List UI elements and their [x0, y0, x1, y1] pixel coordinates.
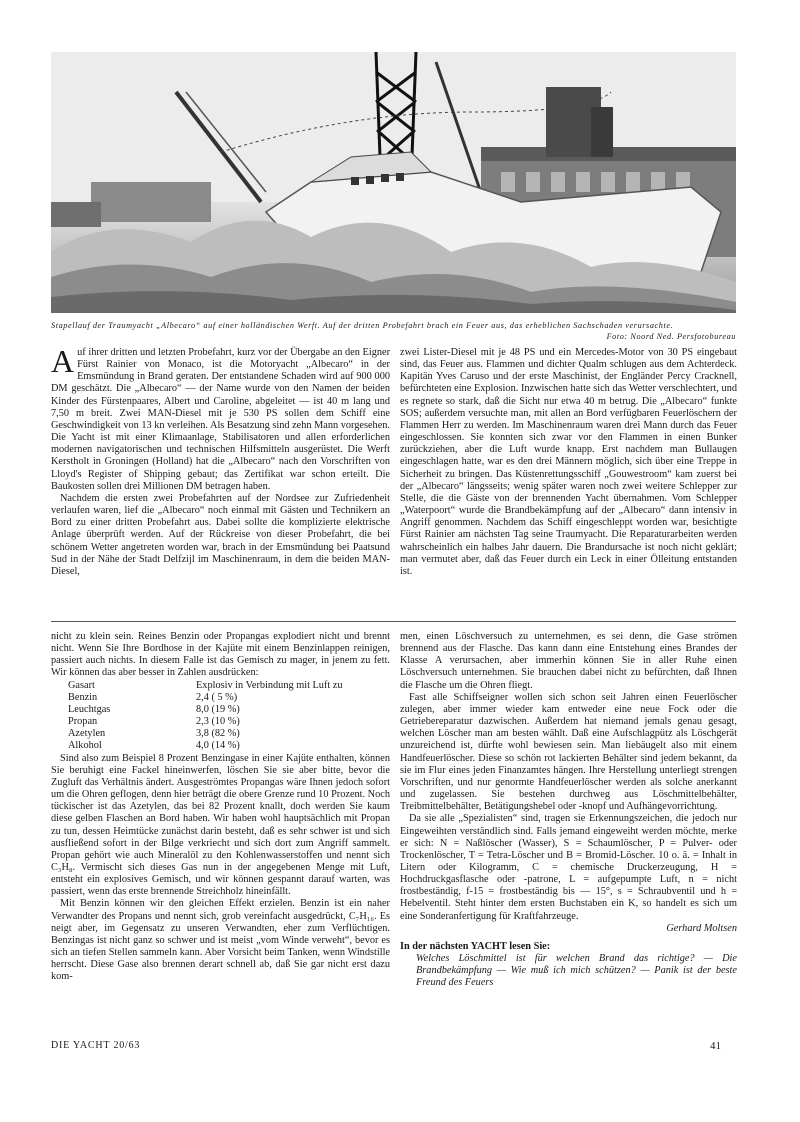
table-cell-gas: Propan [68, 716, 98, 728]
paragraph [51, 343, 390, 493]
next-issue-teaser: Welches Löschmittel ist für welchen Brand das richtige? — Die Brandbekämpfung — Wie muß ich mich schützen? — Panik ist der beste Freund des Feuers [416, 953, 737, 989]
photo-credit: Foto: Noord Ned. Persfotobureau [606, 331, 736, 341]
table-row [59, 692, 343, 704]
table-header-row [59, 680, 343, 692]
article-column-top-left [51, 343, 390, 578]
author-signature: Gerhard Moltsen [666, 922, 737, 934]
yacht-launch-image [51, 52, 736, 313]
table-cell-value: 4,0 (14 %) [196, 740, 240, 752]
section-divider [51, 621, 736, 622]
paragraph: Nachdem die ersten zwei Probefahrten auf der Nordsee zur Zufriedenheit verlaufen waren, lief die „Albecaro“ noch einmal mit Gästen und Technikern an Bord zu einer dritten Probefahrt aus. Dabei sollte die komplizierte elektrische Anlage überprüft werden. Auf der Rückreise von dieser Probefahrt, die bei schönem Wetter angetreten worden war, brach in der Emsmündung bei Paatsund Sud in der Nähe der Stadt Delfzijl im Maschinenraum, in dem die beiden MAN-Diesel, [51, 492, 390, 577]
paragraph: zwei Lister-Diesel mit je 48 PS und ein Mercedes-Motor von 30 PS eingebaut sind, das Feuer aus. Flammen und dichter Qualm schlugen aus dem Achterdeck. Kapitän Yves Caruso und der erste Maschinist, der Engländer Percy Cracknell, befürchteten eine Explosion. Inzwischen hatte sich das Wetter verschlechtert, und es regnete so stark, daß die Sicht nur etwa 40 m betrug. Die „Albecaro“ funkte SOS; außerdem versuchte man, mit allen an Bord verfügbaren Feuerlöschern der Flammen Herr zu werden. Im Maschinenraum waren drei Mann durch das Feuer eingeschlossen. Sie konnten sich zwar vor den Flammen in einen Bunker zurückziehen, aber die Luft wurde knapp. Erst nachdem man Bullaugen eingeschlagen hatte, war es den drei Männern möglich, sich über eine Treppe in Sicherheit zu bringen. Das Küstenrettungsschiff „Gouwestroom“ kam zuerst bei der „Albecaro“ längsseits; wenig später waren noch zwei weitere Schlepper zur Stelle, die die Gäste von der brennenden Yacht übernahmen. Vom Schlepper „Waterpoort“ wurde die Brandbekämpfung auf der „Albecaro“ dann intensiv in Angriff genommen. Nachdem das Schiff eingeschleppt worden war, besichtigte Fürst Rainier am nächsten Tag seine Traumyacht. Die Reparaturarbeiten werden wahrscheinlich ein halbes Jahr dauern. Die Brandursache ist noch nicht geklärt; man vermutet aber, daß das Feuer durch ein Leck in einer Ölleitung entstanden ist. [400, 347, 737, 577]
next-issue-box [400, 941, 737, 990]
article-column-bottom-left [51, 631, 390, 984]
table-cell-value: 8,0 (19 %) [196, 703, 240, 715]
table-cell-value: 2,4 ( 5 %) [196, 691, 238, 703]
page-number: 41 [710, 1040, 721, 1052]
table-cell-gas: Benzin [68, 691, 98, 703]
paragraph: men, einen Löschversuch zu unternehmen, es sei denn, die Gase strömen brennend aus der Flasche. Das kann dann eine Entstehung eines Brandes der Klasse A verursachen, aber immerhin können Sie in aller Ruhe einen Löschversuch unternehmen. Sie brauchen dabei nicht zu befürchten, daß Ihnen die Flasche um die Ohren fliegt. [400, 631, 737, 691]
caption-text: Stapellauf der Traumyacht „Albecaro“ auf einer holländischen Werft. Auf der dritten Probefahrt brach ein Feuer aus, das erheblichen Sachschaden verursachte. [51, 321, 674, 330]
paragraph-text: uf ihrer dritten und letzten Probefahrt, kurz vor der Übergabe an den Eigner Fürst Rainier von Monaco, ist die Motoryacht „Albecaro“ in der Emsmündung in Brand geraten. Der entstandene Schaden wird auf 900 000 DM geschätzt. Die „Albecaro“ — der Name wurde von den Namen der beiden Kinder des Fürstenpaares, Albert und Caroline, abgeleitet — ist 40 m lang und 7,50 m breit. Zwei MAN-Diesel mit je 530 PS sollen dem Schiff eine Geschwindigkeit von 13 kn verleihen. Als Besatzung sind zehn Mann vorgesehen. Die Yacht ist mit einer Klimaanlage, Stabilisatoren und allen erforderlichen modernen navigatorischen und technischen Hilfsmitteln ausgerüstet. Die Werft Kerstholt in Groningen (Holland) hat die „Albecaro“ nach den Vorschriften von Lloyd's Register of Shipping gebaut; das Zertifikat war schon erteilt. Die Baukosten sollen drei Millionen DM betragen haben. [51, 347, 390, 492]
paragraph: nicht zu klein sein. Reines Benzin oder Propangas explodiert nicht und brennt nicht. Wenn Sie Ihre Bordhose in der Kajüte mit einem Benzinlappen reinigen, passiert auch nichts. In diesem Falle ist das Gemisch zu mager, in jenem zu fett. Wir können das aber besser in Zahlen ausdrücken: [51, 631, 390, 679]
table-cell-gas: Alkohol [68, 740, 102, 752]
article-column-top-right [400, 347, 737, 578]
table-row [59, 716, 343, 728]
table-row [59, 704, 343, 716]
table-cell-value: 2,3 (10 %) [196, 716, 240, 728]
drop-cap: A [51, 343, 75, 379]
gas-explosion-table [59, 680, 343, 753]
table-cell-gas: Azetylen [68, 728, 106, 740]
photo-caption [51, 321, 736, 342]
paragraph: Da sie alle „Spezialisten“ sind, tragen sie Erkennungszeichen, die jedoch nur Eingeweihten verständlich sind. Falls jemand eingeweiht werden möchte, merke er sich: N = Naßlöscher (Wasser), S = Schaumlöscher, P = Pulver- oder Trockenlöscher, T = Tetra-Löscher und B = Bromid-Löscher. 10 o. ä. = Inhalt in Litern oder Kilogramm, C = chemische Druckerzeugung, H = Hochdruckgasflasche oder -patrone, L = aufgepumpte Luft, n = nicht frostbeständig, f-15 = frostbeständig bis — 15°, s = Schraubventil und h = Hebelventil. Steht hinter dem ersten Buchstaben ein K, so handelt es sich um eine Sonderanfertigung für Kraftfahrzeuge. [400, 813, 737, 922]
paragraph: Mit Benzin können wir den gleichen Effekt erzielen. Benzin ist ein naher Verwandter des Propans und nennt sich, grob vereinfacht ausgedrückt, C₇H₁₆. Es neigt aber, im Gegensatz zu unseren Verwandten, eher zum Verflüchtigen. Benzingas ist nicht ganz so schwer und ist meist „vom Winde verweht“, bevor es sich an tiefen Stellen sammeln kann. Aber Vorsicht beim Tanken, wenn Windstille herrscht. Diese Gase also brennen derart schnell ab, daß Sie gar nicht erst dazu kom- [51, 898, 390, 983]
magazine-issue: DIE YACHT 20/63 [51, 1040, 141, 1051]
launch-photo [51, 52, 736, 313]
table-row [59, 728, 343, 740]
next-issue-heading: In der nächsten YACHT lesen Sie: [400, 940, 551, 952]
paragraph: Fast alle Schiffseigner wollen sich schon seit Jahren einen Feuerlöscher zulegen, aber immer wieder kam entweder eine neue Fock oder die Getriebereparatur dazwischen. Außerdem hat niemand jemals genau gesagt, welchen Löscher man am besten wählt. Daß eine Aufschlagpütz als Löschgerät unzureichend ist, dürfte wohl bewiesen sein. Man liebäugelt also mit einem Handfeuerlöscher. Diese so schön rot lackierten Behälter sind jedem bekannt, da sie im Flur eines jeden Finanzamtes hängen. Ihre Herstellung unterliegt strengen Vorschriften, und nur genormte Handfeuerlöscher werden als solche anerkannt und zugelassen. Sie bestehen durchweg aus Löschmittelbehälter, Treibmittelbehälter, Betätigungshebel oder -knopf und Aufhängevorrichtung. [400, 691, 737, 813]
table-cell-gas: Leuchtgas [68, 703, 111, 715]
table-cell-value: 3,8 (82 %) [196, 728, 240, 740]
table-header-value: Explosiv in Verbindung mit Luft zu [196, 679, 343, 691]
table-row [59, 740, 343, 752]
article-column-bottom-right [400, 631, 737, 990]
paragraph: Sind also zum Beispiel 8 Prozent Benzingase in einer Kajüte enthalten, können Sie beruhigt eine Fackel hineinwerfen, löschen Sie sie aber bitte, bevor die Zugluft das Verhältnis ändert. Ausgeströmtes Propangas wäre Ihnen jedoch sofort um die Ohren geflogen, denn hier beträgt die obere Grenze rund 10 Prozent. Noch tückischer ist das Azetylen, das bei 82 Prozent knallt, doch werden Sie kaum diese gelben Flaschen an Bord haben. Wir haben wohl hauptsächlich mit Propan zu tun, dessen Heimtücke zunächst darin besteht, daß es sehr schwer ist und sich ausfließend sofort in der Bilge verkriecht und sich dort zum Angriff sammelt. Propan gehört wie auch Mineralöl zu den Kohlenwasserstoffen und nennt sich C₃H₈. Vermischt sich dieses Gas nun in der angegebenen Menge mit Luft, entsteht ein explosives Gemisch, und wir können gespannt darauf warten, was passiert, wenn das erste brennende Streichholz hineinfällt. [51, 752, 390, 898]
table-header-gas: Gasart [68, 679, 95, 691]
